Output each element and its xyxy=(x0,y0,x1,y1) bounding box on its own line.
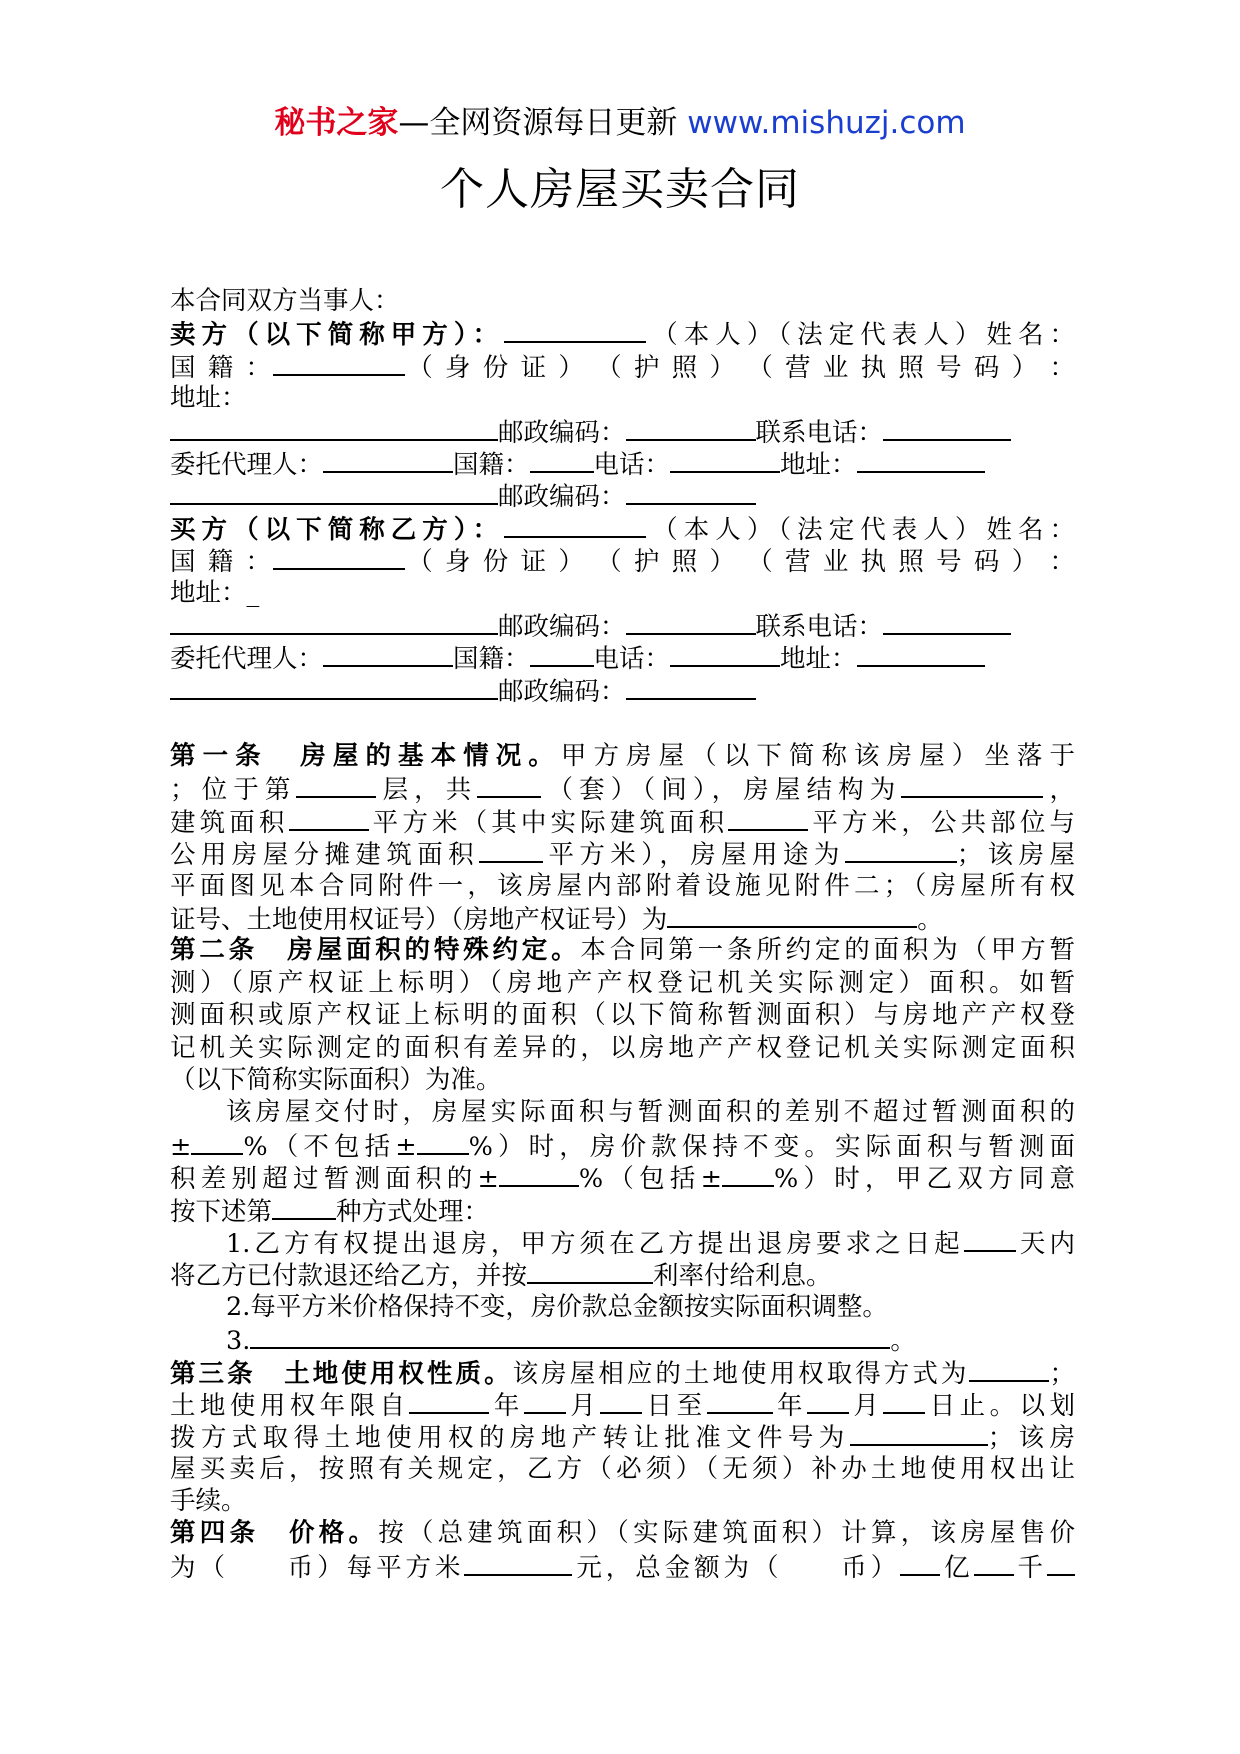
article-1-line-5: 平面图见本合同附件一，该房屋内部附着设施见附件二；（房屋所有权 xyxy=(170,870,1075,901)
article-4-heading: 第四条 价格。 xyxy=(170,1518,379,1549)
article-1-heading: 第一条 房屋的基本情况。 xyxy=(170,741,561,772)
buyer-line: 买方（以下简称乙方）： （本人）（法定代表人）姓名： xyxy=(170,512,1075,544)
seller-nationality-blank xyxy=(273,350,405,376)
buyer-agent-postcode-line: 邮政编码： xyxy=(170,674,1075,706)
brand-name: 秘书之家 xyxy=(274,105,399,141)
site-header xyxy=(0,102,1240,144)
buyer-label: 买方（以下简称乙方）： xyxy=(170,514,505,545)
article-2-heading: 第二条 房屋面积的特殊约定。 xyxy=(170,935,581,966)
seller-address-line: 邮政编码： 联系电话： xyxy=(170,415,1075,447)
buyer-address-line: 邮政编码： 联系电话： xyxy=(170,609,1075,641)
contract-body xyxy=(170,285,1075,1582)
seller-address-label: 地址： xyxy=(170,383,247,414)
article-3-line-5: 手续。 xyxy=(170,1486,247,1517)
site-url[interactable]: www.mishuzj.com xyxy=(687,105,966,141)
seller-agent-line: 委托代理人： 国籍： 电话： 地址： xyxy=(170,447,1075,479)
seller-line: 卖方（以下简称甲方）： （本人）（法定代表人）姓名： xyxy=(170,317,1075,349)
article-1-line-4: 公用房屋分摊建筑面积 平方米），房屋用途为 ；该房屋 xyxy=(170,837,1075,869)
article-3-line-2: 土地使用权年限自 年 月 日至 年 月 日止。以划 xyxy=(170,1388,1075,1420)
article-1-line-2: ；位于第 层，共 （套）（间），房屋结构为 ， xyxy=(170,772,1075,804)
option-1-line-1: 1.乙方有权提出退房，甲方须在乙方提出退房要求之日起 天内 xyxy=(170,1226,1075,1258)
article-3-line-1: 第三条 土地使用权性质。该房屋相应的土地使用权取得方式为 ； xyxy=(170,1356,1075,1388)
header-slogan: —全网资源每日更新 xyxy=(398,105,678,141)
article-2-line-4: 记机关实际测定的面积有差异的，以房地产产权登记机关实际测定面积 xyxy=(170,1032,1075,1063)
article-1-line-1: 第一条 房屋的基本情况。甲方房屋（以下简称该房屋）坐落于 xyxy=(170,741,1075,772)
article-2-line-2: 测）（原产权证上标明）（房地产产权登记机关实际测定）面积。如暂 xyxy=(170,967,1075,998)
article-2-para2-line-1: 该房屋交付时，房屋实际面积与暂测面积的差别不超过暂测面积的 xyxy=(226,1097,1075,1128)
article-2-para2-line-3: 积差别超过暂测面积的± %（包括± %）时，甲乙双方同意 xyxy=(170,1161,1075,1193)
seller-blank xyxy=(504,317,646,343)
option-3: 3. 。 xyxy=(170,1323,1075,1355)
seller-label: 卖方（以下简称甲方）： xyxy=(170,320,505,350)
article-2-para2-line-2: ± %（不包括± %）时，房价款保持不变。实际面积与暂测面 xyxy=(170,1129,1075,1161)
buyer-nationality-blank xyxy=(273,544,405,570)
article-1-line-3: 建筑面积 平方米（其中实际建筑面积 平方米，公共部位与 xyxy=(170,805,1075,837)
buyer-address-label: 地址：_ xyxy=(170,577,260,608)
article-3-line-3: 拨方式取得土地使用权的房地产转让批准文件号为 ；该房 xyxy=(170,1420,1075,1452)
article-4-line-1: 第四条 价格。按（总建筑面积）（实际建筑面积）计算，该房屋售价 xyxy=(170,1518,1075,1549)
document-title: 个人房屋买卖合同 xyxy=(440,164,800,215)
buyer-id-line: 国 籍 ： （ 身 份 证 ） （ 护 照 ） （ 营 业 执 照 号 码 ） ： xyxy=(170,544,1075,576)
article-4-line-2: 为（ 币）每平方米 元，总金额为（ 币） 亿 千 xyxy=(170,1550,1075,1582)
article-2-line-5: （以下简称实际面积）为准。 xyxy=(170,1064,502,1095)
article-1-line-6: 证号、土地使用权证号）（房地产权证号）为 。 xyxy=(170,902,1075,934)
option-2: 2.每平方米价格保持不变，房价款总金额按实际面积调整。 xyxy=(226,1291,888,1322)
article-2-line-3: 测面积或原产权证上标明的面积（以下简称暂测面积）与房地产产权登 xyxy=(170,1000,1075,1031)
article-2-line-1: 第二条 房屋面积的特殊约定。本合同第一条所约定的面积为（甲方暂 xyxy=(170,935,1075,966)
article-3-line-4: 屋买卖后，按照有关规定，乙方（必须）（无须）补办土地使用权出让 xyxy=(170,1453,1075,1484)
parties-intro: 本合同双方当事人： xyxy=(170,286,400,316)
seller-agent-postcode-line: 邮政编码： xyxy=(170,479,1075,511)
article-2-para2-line-4: 按下述第 种方式处理： xyxy=(170,1194,1075,1226)
buyer-blank xyxy=(504,512,646,538)
article-3-heading: 第三条 土地使用权性质。 xyxy=(170,1358,513,1388)
seller-id-line: 国 籍 ： （ 身 份 证 ） （ 护 照 ） （ 营 业 执 照 号 码 ） ： xyxy=(170,350,1075,382)
buyer-agent-line: 委托代理人： 国籍： 电话： 地址： xyxy=(170,641,1075,673)
option-1-line-2: 将乙方已付款退还给乙方，并按 利率付给利息。 xyxy=(170,1258,1075,1290)
